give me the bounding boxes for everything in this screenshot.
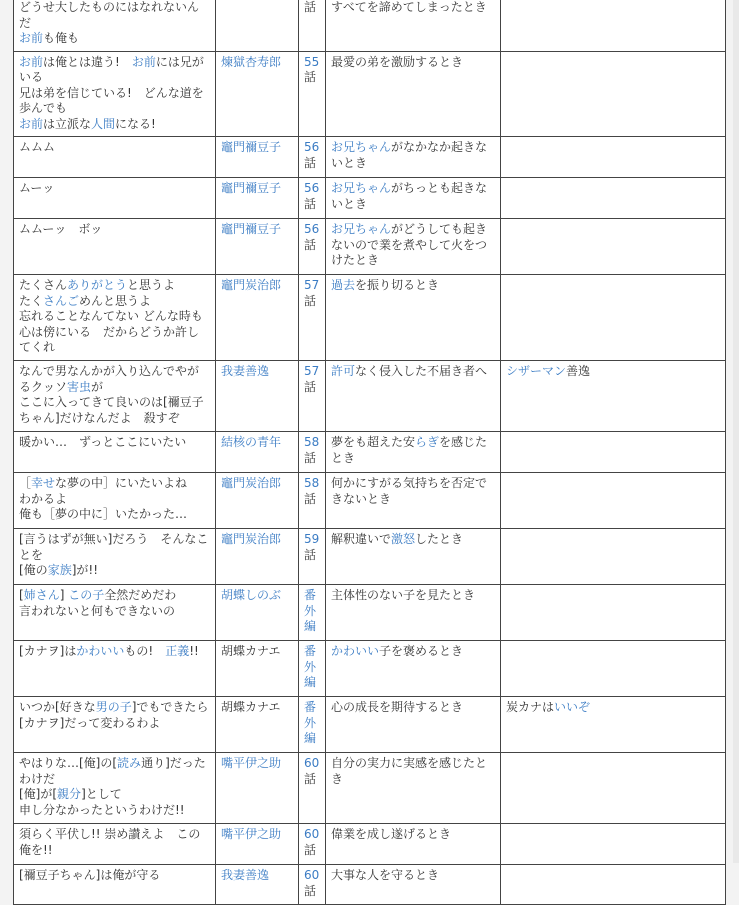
situation-cell xyxy=(326,51,501,137)
link-text[interactable]: 害虫 xyxy=(67,379,92,394)
speaker-cell xyxy=(216,0,299,51)
plain-text: 全然だめだわ xyxy=(104,588,177,602)
text-line xyxy=(19,476,210,507)
plain-text: 申し分なかったというわけだ!! xyxy=(19,802,185,817)
plain-text: [言うはずが無い]だろう そんなことを xyxy=(19,532,209,562)
plain-text: と思うよ xyxy=(127,278,176,292)
text-line xyxy=(19,756,210,787)
plain-text: なんで男なんかが入り込んでやがるクッソ xyxy=(19,364,200,394)
link-text[interactable]: いいぞ xyxy=(554,700,591,714)
plain-text: 暖かい… ずっとここにいたい xyxy=(19,435,187,449)
table-row xyxy=(14,178,726,219)
plain-text: 解釈違いで xyxy=(331,532,392,546)
plain-text: 話 xyxy=(304,237,317,252)
link-text[interactable]: 人間 xyxy=(91,116,116,131)
text-line xyxy=(19,395,210,426)
text-line xyxy=(19,364,210,395)
text-line xyxy=(19,140,210,156)
speaker-cell xyxy=(216,178,299,219)
episode-cell xyxy=(299,473,326,529)
episode-cell xyxy=(299,585,326,641)
speaker-cell xyxy=(216,865,299,905)
link-text[interactable]: お前 xyxy=(19,31,44,45)
speaker-cell xyxy=(216,219,299,275)
text-line xyxy=(331,55,495,71)
text-line xyxy=(19,507,210,523)
plain-text: には兄がいる xyxy=(19,54,204,84)
situation-cell xyxy=(326,865,501,905)
table-row xyxy=(14,824,726,865)
situation-cell xyxy=(326,529,501,585)
link-text[interactable]: 番外編 xyxy=(304,700,317,745)
link-text[interactable]: お兄ちゃん xyxy=(331,181,392,195)
quote-cell xyxy=(14,753,216,824)
note-cell xyxy=(501,361,726,432)
plain-text: たくさん xyxy=(19,278,68,292)
text-line xyxy=(19,644,210,660)
text-line xyxy=(19,827,210,858)
quote-cell xyxy=(14,178,216,219)
link-text[interactable]: 59 xyxy=(304,532,320,546)
link-text[interactable]: 58 xyxy=(304,435,320,449)
plain-text: どうせ大したものにはなれないんだ xyxy=(19,0,200,30)
speaker-cell xyxy=(216,824,299,865)
table-row xyxy=(14,361,726,432)
plain-text: [ xyxy=(19,588,24,602)
plain-text: 胡蝶カナエ xyxy=(221,700,281,714)
plain-text: 自分の実力に実感を感じたとき xyxy=(331,756,488,786)
plain-text: 話 xyxy=(304,379,317,394)
plain-text: 大事な人を守るとき xyxy=(331,868,440,882)
link-text[interactable]: 56 xyxy=(304,181,320,195)
scrollbar-track[interactable] xyxy=(733,0,739,863)
link-text[interactable]: 56 xyxy=(304,140,320,154)
plain-text: 主体性のない子を見たとき xyxy=(331,588,476,602)
text-line xyxy=(331,588,495,604)
link-text[interactable]: 57 xyxy=(304,278,320,292)
table-row xyxy=(14,473,726,529)
link-text[interactable]: 60 xyxy=(304,827,320,841)
text-line xyxy=(19,563,210,579)
speaker-cell xyxy=(216,753,299,824)
quote-cell xyxy=(14,51,216,137)
plain-text: 最愛の弟を激励するとき xyxy=(331,54,464,69)
text-line xyxy=(19,435,210,451)
note-cell xyxy=(501,641,726,697)
text-line xyxy=(331,140,495,171)
speaker-cell xyxy=(216,473,299,529)
plain-text: もの! xyxy=(124,644,166,658)
situation-cell xyxy=(326,432,501,473)
text-line xyxy=(19,716,210,732)
link-text[interactable]: 竈門炭治郎 xyxy=(221,532,282,546)
episode-cell xyxy=(299,219,326,275)
plain-text: ]が!! xyxy=(71,563,99,577)
text-line xyxy=(19,532,210,563)
link-text[interactable]: ありがとう xyxy=(67,278,128,292)
plain-text: 話 xyxy=(304,196,317,211)
link-text[interactable]: 竈門炭治郎 xyxy=(221,278,282,292)
link-text[interactable]: 過去 xyxy=(331,278,356,292)
speaker-cell xyxy=(216,137,299,178)
table-row xyxy=(14,529,726,585)
link-text[interactable]: お前 xyxy=(19,116,44,131)
plain-text: も俺も xyxy=(43,31,80,45)
text-line xyxy=(19,278,210,294)
text-line xyxy=(19,86,210,117)
note-cell xyxy=(501,529,726,585)
speaker-cell xyxy=(216,641,299,697)
episode-cell xyxy=(299,824,326,865)
link-text[interactable]: 姉さん xyxy=(23,588,60,602)
quote-cell xyxy=(14,0,216,51)
plain-text: 須らく平伏し!! 崇め讃えよ この俺を!! xyxy=(19,827,201,857)
situation-cell xyxy=(326,473,501,529)
text-line xyxy=(331,476,495,507)
situation-cell xyxy=(326,275,501,361)
note-cell xyxy=(501,585,726,641)
text-line xyxy=(331,532,495,548)
quote-cell xyxy=(14,219,216,275)
speaker-cell xyxy=(216,529,299,585)
table-row xyxy=(14,865,726,905)
episode-cell xyxy=(299,275,326,361)
text-line xyxy=(331,278,495,294)
link-text[interactable]: 幸せ xyxy=(31,476,56,490)
link-text[interactable]: かわいい xyxy=(76,644,125,658)
speaker-cell xyxy=(216,585,299,641)
link-text[interactable]: 番外編 xyxy=(304,644,317,689)
speaker-cell xyxy=(216,51,299,137)
text-line xyxy=(19,604,210,620)
link-text[interactable]: 竈門禰豆子 xyxy=(221,222,282,236)
plain-text: 通り]だったわけだ xyxy=(19,756,206,786)
text-line xyxy=(331,364,495,380)
link-text[interactable]: 許可 xyxy=(331,364,356,378)
link-text[interactable]: 正義 xyxy=(165,644,190,658)
plain-text: 話 xyxy=(304,883,317,898)
episode-cell xyxy=(299,865,326,905)
quote-cell xyxy=(14,432,216,473)
link-text[interactable]: 親分 xyxy=(57,787,82,801)
speaker-cell xyxy=(216,275,299,361)
plain-text: を感じたとき xyxy=(331,435,488,465)
note-cell xyxy=(501,865,726,905)
text-line xyxy=(19,31,210,47)
note-cell xyxy=(501,219,726,275)
plain-text: いつか[好きな xyxy=(19,700,96,714)
link-text[interactable]: 竈門禰豆子 xyxy=(221,181,282,195)
note-cell xyxy=(501,753,726,824)
plain-text: がなかなか起きないとき xyxy=(331,140,488,170)
quote-cell xyxy=(14,473,216,529)
episode-cell xyxy=(299,137,326,178)
plain-text: は立派な xyxy=(43,116,92,131)
plain-text: めんと思うよ xyxy=(79,293,152,308)
table-row xyxy=(14,51,726,137)
plain-text: 話 xyxy=(304,491,317,506)
situation-cell xyxy=(326,641,501,697)
quote-cell xyxy=(14,361,216,432)
text-line xyxy=(19,868,210,884)
episode-cell xyxy=(299,178,326,219)
plain-text: がどうしても起きないので業を煮やして火をつけたとき xyxy=(331,222,488,267)
plain-text: 話 xyxy=(304,293,317,308)
plain-text: [カナヲ]だって変わるわよ xyxy=(19,715,161,730)
text-line xyxy=(19,700,210,716)
table-row xyxy=(14,697,726,753)
link-text[interactable]: 嘴平伊之助 xyxy=(221,756,282,770)
quote-cell xyxy=(14,824,216,865)
text-line xyxy=(19,309,210,356)
speaker-cell xyxy=(216,432,299,473)
link-text[interactable]: お前 xyxy=(19,54,44,69)
note-cell xyxy=(501,0,726,51)
plain-text: なく侵入した不届き者へ xyxy=(355,364,488,378)
plain-text: 話 xyxy=(304,0,317,14)
plain-text: 偉業を成し遂げるとき xyxy=(331,827,452,841)
link-text[interactable]: 番外編 xyxy=(304,588,317,633)
link-text[interactable]: シザーマン xyxy=(506,364,567,378)
link-text[interactable]: 56 xyxy=(304,222,320,236)
plain-text: な夢の中］にいたいよね わかるよ xyxy=(19,476,200,506)
episode-cell xyxy=(299,641,326,697)
episode-cell xyxy=(299,753,326,824)
link-text[interactable]: お兄ちゃん xyxy=(331,140,392,154)
quote-table xyxy=(13,0,726,905)
link-text[interactable]: らぎ xyxy=(415,435,440,449)
plain-text: ] xyxy=(59,588,69,602)
plain-text: 夢をも超えた安 xyxy=(331,435,416,449)
link-text[interactable]: 竈門禰豆子 xyxy=(221,140,282,154)
situation-cell xyxy=(326,178,501,219)
table-row xyxy=(14,137,726,178)
text-line xyxy=(19,117,210,133)
plain-text: すべてを諦めてしまったとき xyxy=(331,0,487,14)
situation-cell xyxy=(326,361,501,432)
table-row xyxy=(14,219,726,275)
text-line xyxy=(19,0,210,31)
plain-text: 炭カナは xyxy=(506,700,555,714)
episode-cell xyxy=(299,51,326,137)
speaker-cell xyxy=(216,361,299,432)
plain-text: 話 xyxy=(304,842,317,857)
plain-text: 言われないと何もできないの xyxy=(19,603,176,618)
note-cell xyxy=(501,178,726,219)
plain-text: 忘れることなんてない どんな時も心は傍にいる だからどうか許してくれ xyxy=(19,309,203,354)
text-line xyxy=(331,827,495,843)
plain-text: 話 xyxy=(304,155,317,170)
quote-cell xyxy=(14,275,216,361)
plain-text: 善逸 xyxy=(566,364,591,378)
link-text[interactable]: さんご xyxy=(43,293,80,308)
text-line xyxy=(19,181,210,197)
quote-table-container xyxy=(13,0,725,905)
speaker-cell xyxy=(216,697,299,753)
plain-text: 子を褒めるとき xyxy=(379,644,464,658)
link-text[interactable]: 男の子 xyxy=(95,700,132,714)
plain-text: !! xyxy=(189,644,199,658)
situation-cell xyxy=(326,753,501,824)
link-text[interactable]: お兄ちゃん xyxy=(331,222,392,236)
quote-cell xyxy=(14,865,216,905)
plain-text: 俺も［夢の中に］いたかった… xyxy=(19,507,188,521)
table-row xyxy=(14,641,726,697)
text-line xyxy=(19,588,210,604)
link-text[interactable]: 我妻善逸 xyxy=(221,868,270,882)
link-text[interactable]: 胡蝶しのぶ xyxy=(221,588,282,602)
episode-cell xyxy=(299,697,326,753)
plain-text: ここに入ってきて良いのは[禰豆子ちゃん]だけなんだよ 殺すぞ xyxy=(19,395,204,425)
text-line xyxy=(331,181,495,212)
text-line xyxy=(331,0,495,16)
plain-text: 話 xyxy=(304,450,317,465)
text-line xyxy=(331,756,495,787)
table-row xyxy=(14,0,726,51)
link-text[interactable]: 読み xyxy=(117,756,142,770)
link-text[interactable]: 竈門炭治郎 xyxy=(221,476,282,490)
plain-text: ムムーッ ボッ xyxy=(19,222,103,236)
plain-text: [俺]が[ xyxy=(19,787,58,801)
quote-cell xyxy=(14,585,216,641)
plain-text: ムーッ xyxy=(19,181,55,195)
text-line xyxy=(19,55,210,86)
text-line xyxy=(331,644,495,660)
plain-text: [俺の xyxy=(19,563,48,577)
text-line xyxy=(19,222,210,238)
text-line xyxy=(331,222,495,269)
situation-cell xyxy=(326,824,501,865)
plain-text: ムムム xyxy=(19,140,56,154)
quote-cell xyxy=(14,641,216,697)
link-text[interactable]: 家族 xyxy=(47,563,72,577)
plain-text: ]として xyxy=(81,787,122,801)
episode-cell xyxy=(299,361,326,432)
plain-text: したとき xyxy=(415,532,464,546)
plain-text: 話 xyxy=(304,70,317,84)
situation-cell xyxy=(326,137,501,178)
quote-cell xyxy=(14,697,216,753)
situation-cell xyxy=(326,585,501,641)
link-text[interactable]: この子 xyxy=(68,588,105,602)
link-text[interactable]: 我妻善逸 xyxy=(221,364,270,378)
note-cell xyxy=(501,697,726,753)
link-text[interactable]: かわいい xyxy=(331,644,380,658)
situation-cell xyxy=(326,219,501,275)
plain-text: 何かにすがる気持ちを否定できないとき xyxy=(331,476,488,506)
text-line xyxy=(331,868,495,884)
link-text[interactable]: 55 xyxy=(304,54,320,69)
situation-cell xyxy=(326,0,501,51)
plain-text: は俺とは違う! xyxy=(43,54,132,69)
text-line xyxy=(331,435,495,466)
plain-text: たく xyxy=(19,293,44,308)
plain-text: を振り切るとき xyxy=(355,278,440,292)
text-line xyxy=(19,803,210,819)
plain-text: になる! xyxy=(115,116,156,131)
plain-text: 心の成長を期待するとき xyxy=(331,700,464,714)
note-cell xyxy=(501,432,726,473)
episode-cell xyxy=(299,529,326,585)
plain-text: がちっとも起きないとき xyxy=(331,181,488,211)
plain-text: 胡蝶カナエ xyxy=(221,644,281,658)
note-cell xyxy=(501,824,726,865)
plain-text: [禰豆子ちゃん]は俺が守る xyxy=(19,868,161,882)
plain-text: 話 xyxy=(304,771,317,786)
quote-cell xyxy=(14,137,216,178)
situation-cell xyxy=(326,697,501,753)
link-text[interactable]: 58 xyxy=(304,476,320,490)
episode-cell xyxy=(299,0,326,51)
text-line xyxy=(19,787,210,803)
quote-cell xyxy=(14,529,216,585)
link-text[interactable]: 結核の青年 xyxy=(221,435,282,449)
link-text[interactable]: 57 xyxy=(304,364,320,378)
note-cell xyxy=(501,51,726,137)
link-text[interactable]: 煉獄杏寿郎 xyxy=(221,54,282,69)
link-text[interactable]: 60 xyxy=(304,756,320,770)
plain-text: 話 xyxy=(304,547,317,562)
table-row xyxy=(14,585,726,641)
table-row xyxy=(14,753,726,824)
note-cell xyxy=(501,275,726,361)
link-text[interactable]: 激怒 xyxy=(391,532,416,546)
plain-text: やはりな…[俺]の[ xyxy=(19,756,118,770)
note-cell xyxy=(501,137,726,178)
text-line xyxy=(19,294,210,310)
plain-text: ［ xyxy=(19,476,32,490)
plain-text: [カナヲ]は xyxy=(19,644,77,658)
link-text[interactable]: 嘴平伊之助 xyxy=(221,827,282,841)
text-line xyxy=(331,700,495,716)
link-text[interactable]: お前 xyxy=(131,54,156,69)
link-text[interactable]: 60 xyxy=(304,868,320,882)
episode-cell xyxy=(299,432,326,473)
table-row xyxy=(14,275,726,361)
note-cell xyxy=(501,473,726,529)
plain-text: 兄は弟を信じている! どんな道を歩んでも xyxy=(19,85,204,115)
plain-text: ]でもできたら xyxy=(131,700,209,714)
table-row xyxy=(14,432,726,473)
plain-text: が xyxy=(91,379,104,394)
